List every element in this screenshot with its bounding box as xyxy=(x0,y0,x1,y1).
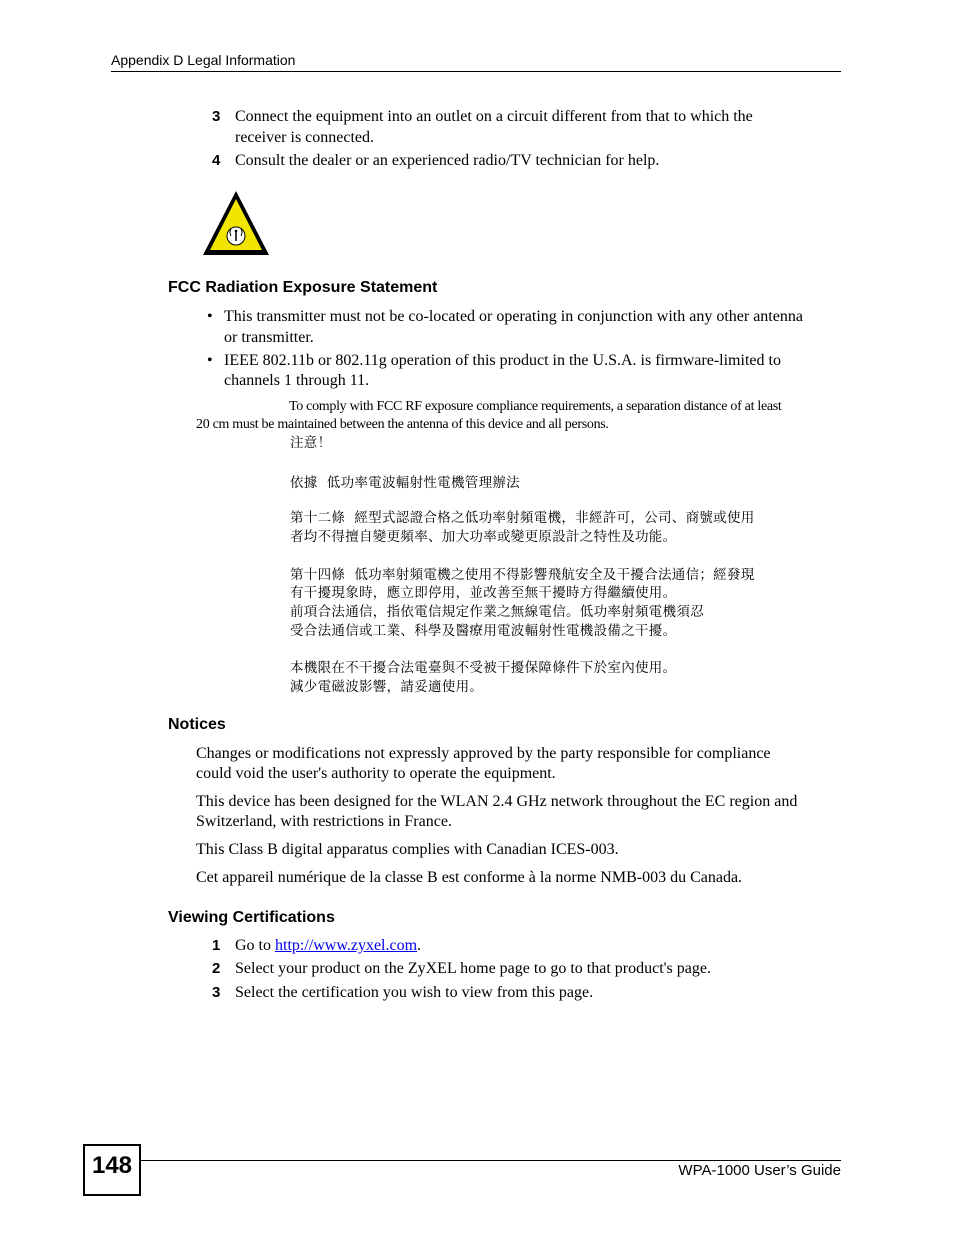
header-rule xyxy=(111,71,841,72)
guide-title: WPA-1000 User’s Guide xyxy=(678,1162,841,1179)
paragraph-line: could void the user's authority to operate the equipment. xyxy=(196,765,556,782)
ncc-text-line: 依據 低功率電波輻射性電機管理辦法 xyxy=(290,475,520,491)
step-number: 3 xyxy=(212,108,221,125)
bullet-text-line: or transmitter. xyxy=(224,329,314,346)
ncc-text-line: 注意！ xyxy=(290,435,332,451)
step-number: 2 xyxy=(212,960,221,977)
ncc-text-line: 減少電磁波影響，請妥適使用。 xyxy=(290,679,484,695)
zyxel-website-link[interactable]: http://www.zyxel.com xyxy=(275,937,418,954)
step-text-line: Consult the dealer or an experienced radio/TV technician for help. xyxy=(235,152,660,169)
paragraph-line: Changes or modifications not expressly approved by the party responsible for compliance xyxy=(196,745,771,762)
step-text-line: receiver is connected. xyxy=(235,129,375,146)
paragraph-line: This Class B digital apparatus complies with Canadian ICES-003. xyxy=(196,841,619,858)
comply-text-line: 20 cm must be maintained between the antenna of this device and all persons. xyxy=(196,417,609,432)
comply-text-line: To comply with FCC RF exposure compliance requirements, a separation distance of at least xyxy=(289,399,782,414)
bullet-text-line: IEEE 802.11b or 802.11g operation of this product in the U.S.A. is firmware-limited to xyxy=(224,352,781,369)
footer-rule xyxy=(141,1160,841,1161)
ncc-text-line: 第十二條 經型式認證合格之低功率射頻電機，非經許可，公司、商號或使用 xyxy=(290,510,755,526)
step-number: 3 xyxy=(212,984,221,1001)
ncc-text-line: 受合法通信或工業、科學及醫療用電波輻射性電機設備之干擾。 xyxy=(290,623,677,639)
step-text-line: Connect the equipment into an outlet on a circuit different from that to which the xyxy=(235,108,753,125)
step-text-line: Select your product on the ZyXEL home page to go to that product's page. xyxy=(235,960,711,977)
ncc-text-line: 前項合法通信，指依電信規定作業之無線電信。低功率射頻電機須忍 xyxy=(290,604,704,620)
paragraph-line: This device has been designed for the WLAN 2.4 GHz network throughout the EC region and xyxy=(196,793,798,810)
step-text: Go to xyxy=(235,937,275,954)
step-text-line: Select the certification you wish to view from this page. xyxy=(235,984,594,1001)
notices-heading: Notices xyxy=(168,716,226,733)
step-text: . xyxy=(417,937,422,954)
fcc-heading: FCC Radiation Exposure Statement xyxy=(168,279,438,296)
ncc-text-line: 者均不得擅自變更頻率、加大功率或變更原設計之特性及功能。 xyxy=(290,529,677,545)
paragraph-line: Switzerland, with restrictions in France. xyxy=(196,813,452,830)
certifications-heading: Viewing Certifications xyxy=(168,909,335,926)
bullet-text-line: channels 1 through 11. xyxy=(224,372,370,389)
ncc-text-line: 第十四條 低功率射頻電機之使用不得影響飛航安全及干擾合法通信；經發現 xyxy=(290,567,755,583)
page-number: 148 xyxy=(91,1152,133,1179)
rf-warning-icon xyxy=(200,188,272,258)
paragraph-line: Cet appareil numérique de la classe B est conforme à la norme NMB-003 du Canada. xyxy=(196,869,743,886)
bullet-icon: • xyxy=(207,352,213,369)
running-header: Appendix D Legal Information xyxy=(111,52,296,68)
step-text-line xyxy=(235,936,421,956)
ncc-text-line: 本機限在不干擾合法電臺與不受被干擾保障條件下於室內使用。 xyxy=(290,660,677,676)
step-number: 1 xyxy=(212,937,221,954)
bullet-icon: • xyxy=(207,308,213,325)
bullet-text-line: This transmitter must not be co-located or operating in conjunction with any other antenna xyxy=(224,308,803,325)
ncc-text-line: 有干擾現象時，應立即停用，並改善至無干擾時方得繼續使用。 xyxy=(290,585,677,601)
step-number: 4 xyxy=(212,152,221,169)
